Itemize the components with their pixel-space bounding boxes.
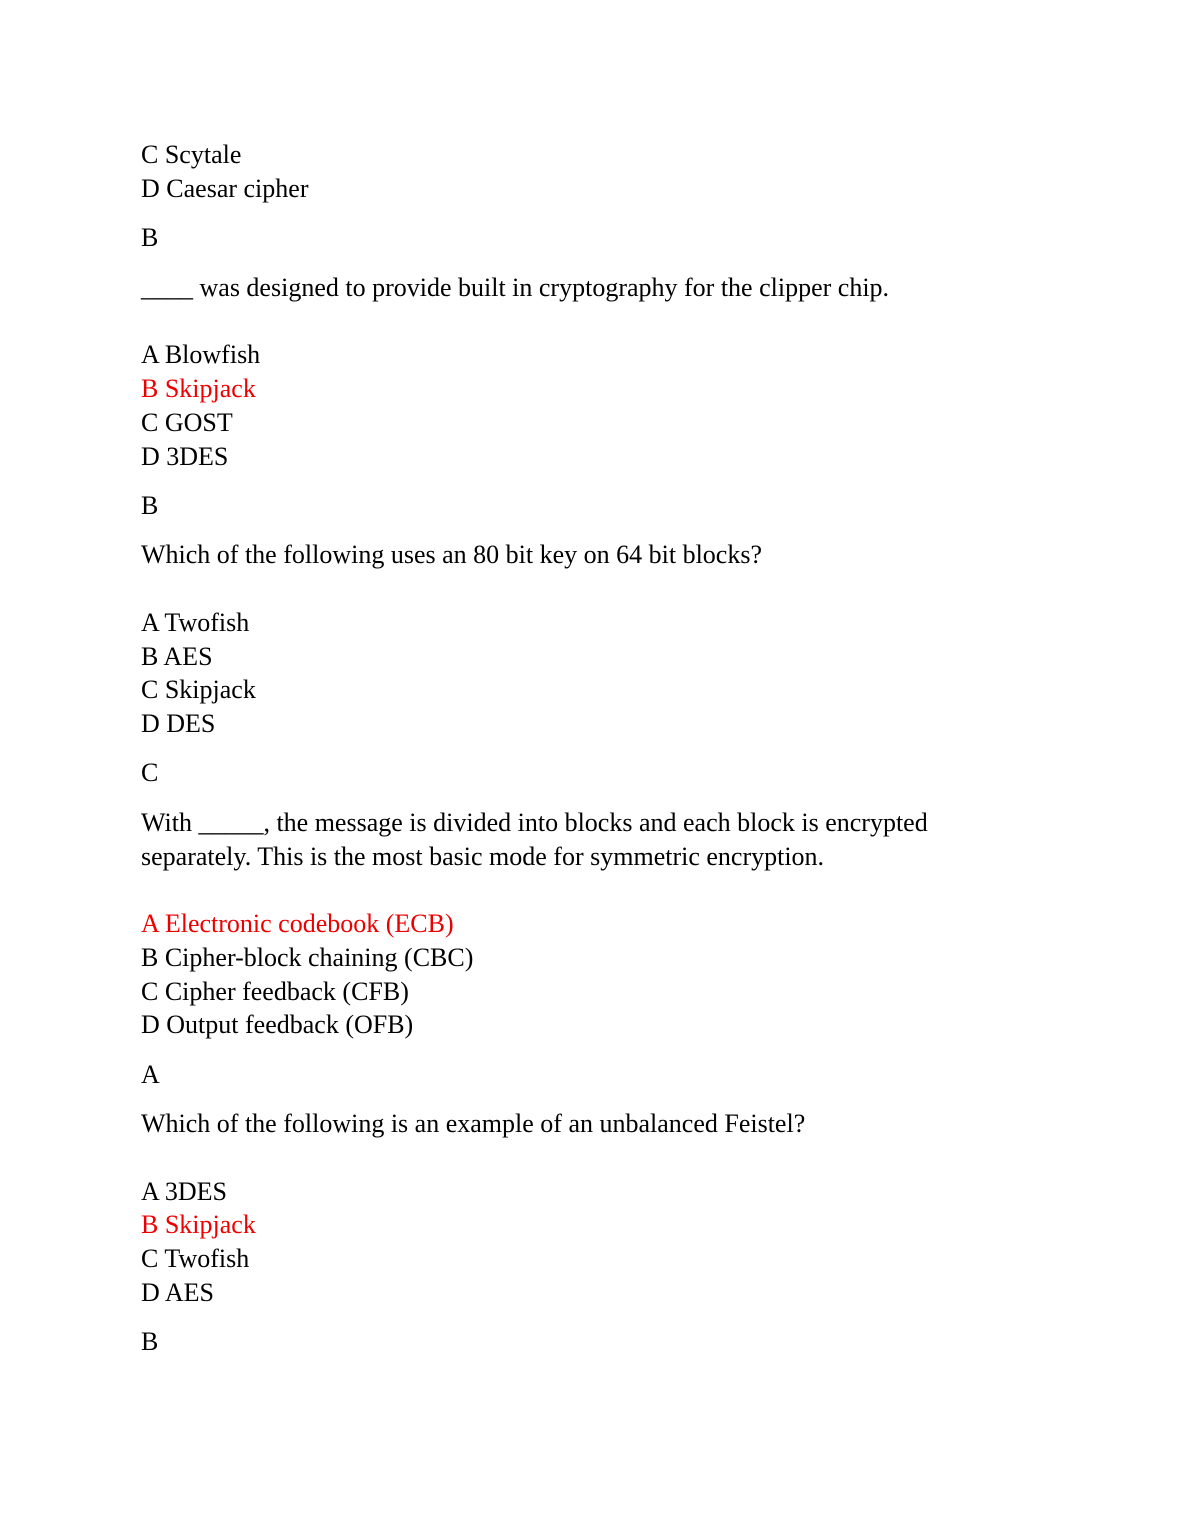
option-b-correct: B Skipjack <box>141 1210 256 1239</box>
answer-key: C <box>141 758 159 787</box>
question-text: ____ was designed to provide built in cryptography for the clipper chip. <box>141 273 890 302</box>
option-d: D Output feedback (OFB) <box>141 1010 414 1039</box>
option-d: D Caesar cipher <box>141 174 309 203</box>
option-a: A Blowfish <box>141 340 261 369</box>
option-c: C Cipher feedback (CFB) <box>141 977 409 1006</box>
option-a-correct: A Electronic codebook (ECB) <box>141 909 454 938</box>
question-text: Which of the following is an example of an unbalanced Feistel? <box>141 1109 806 1138</box>
answer-key: A <box>141 1060 160 1089</box>
option-c: C Scytale <box>141 140 242 169</box>
answer-key: B <box>141 223 159 252</box>
option-a: A Twofish <box>141 608 250 637</box>
option-c: C Twofish <box>141 1244 250 1273</box>
option-b: B Cipher-block chaining (CBC) <box>141 943 474 972</box>
option-b-correct: B Skipjack <box>141 374 256 403</box>
option-b: B AES <box>141 642 213 671</box>
option-c: C GOST <box>141 408 233 437</box>
answer-key: B <box>141 491 159 520</box>
question-text: With _____, the message is divided into blocks and each block is encrypted <box>141 808 928 837</box>
option-d: D DES <box>141 709 216 738</box>
question-text: separately. This is the most basic mode for symmetric encryption. <box>141 842 825 871</box>
question-text: Which of the following uses an 80 bit key on 64 bit blocks? <box>141 540 763 569</box>
option-c: C Skipjack <box>141 675 256 704</box>
option-a: A 3DES <box>141 1177 227 1206</box>
answer-key: B <box>141 1327 159 1356</box>
option-d: D AES <box>141 1278 214 1307</box>
option-d: D 3DES <box>141 442 229 471</box>
